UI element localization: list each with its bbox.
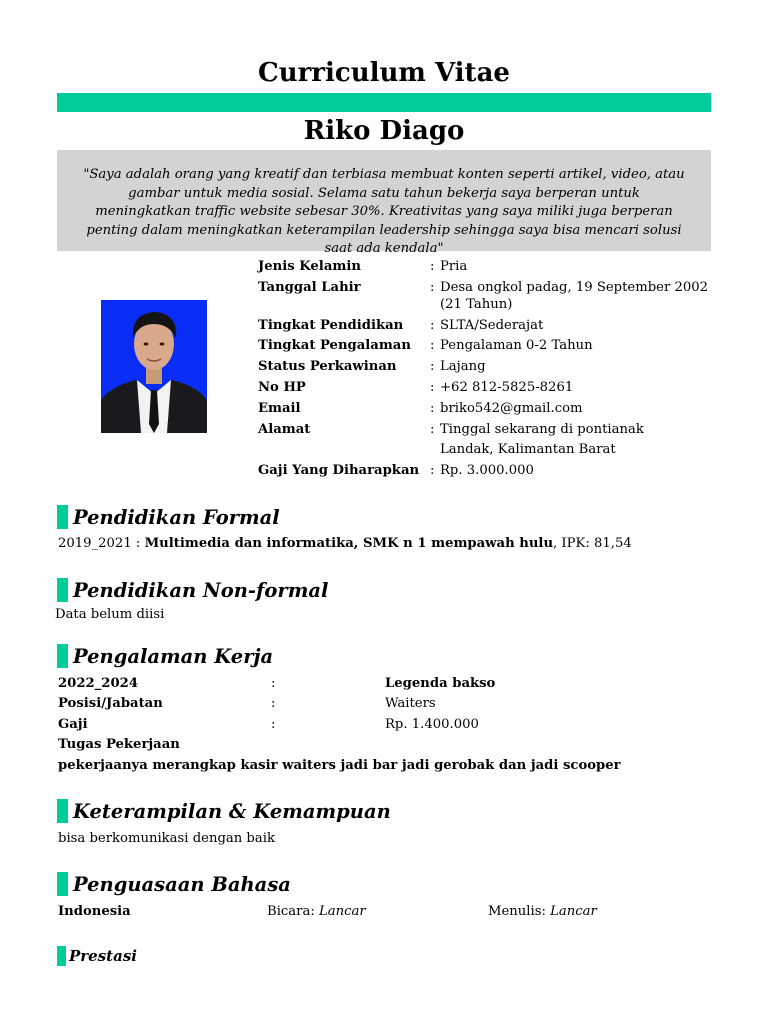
info-value: [440, 279, 718, 313]
section-marker: [57, 799, 68, 823]
info-label: Tingkat Pendidikan: [258, 317, 404, 333]
info-label: Status Perkawinan: [258, 359, 397, 375]
section-heading-achievements: [57, 946, 137, 966]
work-salary: Rp. 1.400.000: [385, 717, 479, 732]
info-value: Lajang: [440, 359, 486, 375]
info-value: Rp. 3.000.000: [440, 463, 534, 479]
section-marker: [57, 505, 68, 529]
section-title: Pengalaman Kerja: [73, 644, 274, 668]
section-heading-formal-education: [57, 505, 280, 529]
speaking-label: Bicara:: [267, 904, 315, 919]
info-colon: :: [430, 338, 435, 354]
section-heading-nonformal-education: [57, 578, 328, 602]
info-label: Email: [258, 400, 301, 416]
writing-label: Menulis:: [488, 904, 546, 919]
speaking-value: Lancar: [318, 904, 366, 919]
info-label: Tingkat Pengalaman: [258, 338, 411, 354]
education-school: Multimedia dan informatika, SMK n 1 mempawah hulu: [144, 536, 554, 551]
work-colon: :: [271, 696, 276, 711]
info-label: Tanggal Lahir: [258, 279, 361, 295]
summary-text: "Saya adalah orang yang kreatif dan terbiasa membuat konten seperti artikel, video, atau gambar untuk media sosial. Selama satu tahun bekerja saya berperan untuk meningkatkan traffic website sebesar 30%. Kreativitas yang saya miliki juga berperan penting dalam meningkatkan keterampilan leadership sehingga saya bisa mencari solusi saat ada kendala": [83, 167, 685, 256]
section-title: Keterampilan & Kemampuan: [73, 799, 391, 823]
address-line-1: Tinggal sekarang di pontianak: [440, 421, 644, 437]
language-speaking: [267, 903, 366, 920]
info-row-expected-salary: [258, 462, 718, 479]
summary-box: [57, 150, 711, 256]
language-name: Indonesia: [58, 904, 131, 919]
section-heading-skills: [57, 799, 391, 823]
info-row-education-level: [258, 317, 718, 334]
work-position: Waiters: [385, 696, 436, 711]
language-writing: [488, 903, 597, 920]
birth-place-date: Desa ongkol padag, 19 September 2002: [440, 279, 709, 295]
info-label: Gaji Yang Diharapkan: [258, 463, 420, 479]
phone-value: +62 812-5825-8261: [440, 379, 574, 395]
document-title: Curriculum Vitae: [258, 58, 510, 88]
section-marker: [57, 872, 68, 896]
work-tasks: pekerjaanya merangkap kasir waiters jadi bar jadi gerobak dan jadi scooper: [58, 758, 621, 773]
info-row-gender: [258, 258, 718, 275]
education-period: 2019_2021 :: [58, 536, 141, 551]
address-line-2: Landak, Kalimantan Barat: [440, 442, 616, 458]
info-colon: :: [430, 421, 435, 437]
info-colon: :: [430, 400, 435, 416]
info-colon: :: [430, 259, 435, 274]
nonformal-education-text: Data belum diisi: [55, 607, 165, 622]
info-row-experience-level: [258, 337, 718, 354]
work-colon: :: [271, 676, 276, 691]
writing-value: Lancar: [550, 904, 597, 919]
info-colon: :: [430, 359, 435, 375]
section-title: Prestasi: [69, 947, 137, 965]
info-row-phone: [258, 379, 718, 396]
section-marker: [57, 644, 68, 668]
work-position-label: Posisi/Jabatan: [58, 696, 163, 711]
section-heading-work-experience: [57, 644, 273, 668]
profile-photo: [101, 300, 207, 433]
info-value: Pengalaman 0-2 Tahun: [440, 338, 593, 354]
info-label: Alamat: [258, 421, 311, 437]
work-tasks-label: Tugas Pekerjaan: [58, 737, 180, 752]
work-company: Legenda bakso: [385, 676, 496, 691]
info-value: SLTA/Sederajat: [440, 317, 544, 333]
education-ipk: , IPK: 81,54: [553, 536, 632, 551]
info-row-marital-status: [258, 358, 718, 375]
section-title: Pendidikan Formal: [73, 505, 280, 529]
person-photo-icon: [101, 300, 207, 433]
info-colon: :: [430, 463, 435, 479]
email-value: briko542@gmail.com: [440, 400, 583, 416]
info-colon: :: [430, 379, 435, 395]
info-label: Jenis Kelamin: [258, 259, 361, 274]
section-title: Penguasaan Bahasa: [73, 872, 291, 896]
section-marker: [57, 946, 66, 966]
skills-text: bisa berkomunikasi dengan baik: [58, 831, 275, 846]
section-heading-languages: [57, 872, 291, 896]
info-row-address: [258, 421, 718, 459]
info-colon: :: [430, 317, 435, 333]
info-row-email: [258, 400, 718, 417]
info-label: No HP: [258, 379, 306, 395]
candidate-name: Riko Diago: [303, 116, 465, 146]
info-value: Pria: [440, 259, 468, 274]
work-period: 2022_2024: [58, 676, 139, 691]
section-title: Pendidikan Non-formal: [73, 578, 329, 602]
title-accent-bar: [57, 93, 711, 112]
age: (21 Tahun): [440, 296, 513, 312]
info-value: [440, 421, 718, 459]
work-salary-label: Gaji: [58, 717, 88, 732]
info-colon: :: [430, 279, 435, 295]
formal-education-entry: [58, 535, 632, 552]
personal-info-list: [258, 258, 718, 483]
info-row-birth: [258, 279, 718, 313]
section-marker: [57, 578, 68, 602]
work-colon: :: [271, 717, 276, 732]
